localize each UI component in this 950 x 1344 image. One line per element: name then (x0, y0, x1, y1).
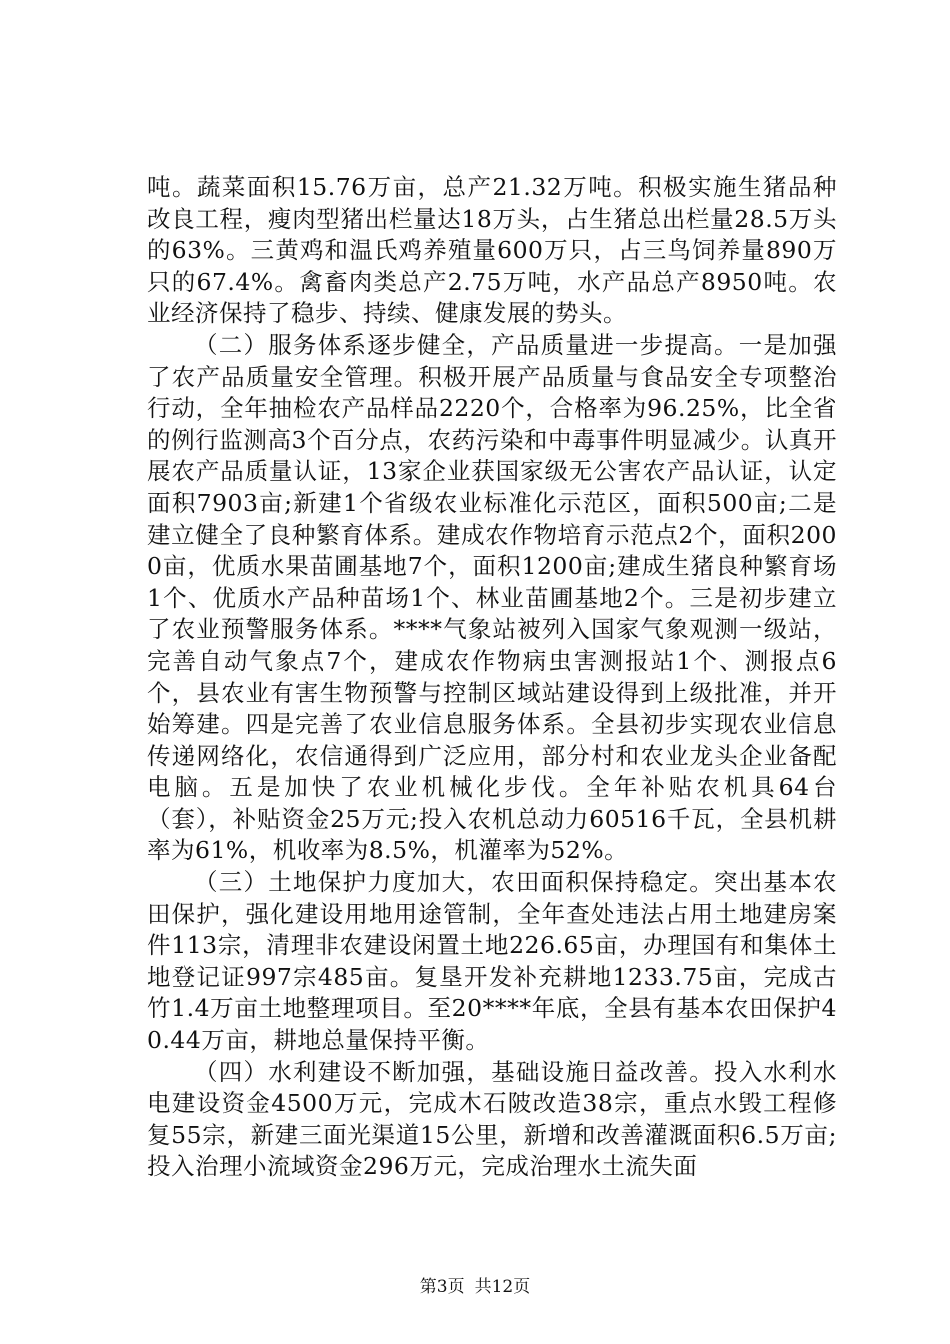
document-body (147, 172, 837, 1183)
paragraph-land-protection: （三）土地保护力度加大，农田面积保持稳定。突出基本农田保护，强化建设用地用途管制，全年查处违法占用土地建房案件113宗，清理非农建设闲置土地226.65亩，办理国有和集体土地登记证997宗485亩。复垦开发补充耕地1233.75亩，完成古竹1.4万亩土地整理项目。至20****年底，全县有基本农田保护40.44万亩，耕地总量保持平衡。 (147, 868, 837, 1055)
page-footer (0, 1276, 950, 1298)
paragraph-water-conservancy: （四）水利建设不断加强，基础设施日益改善。投入水利水电建设资金4500万元，完成木石陂改造38宗，重点水毁工程修复55宗，新建三面光渠道15公里，新增和改善灌溉面积6.5万亩;投入治理小流域资金296万元，完成治理水土流失面 (147, 1057, 837, 1181)
paragraph-livestock-output: 吨。蔬菜面积15.76万亩，总产21.32万吨。积极实施生猪品种改良工程，瘦肉型猪出栏量达18万头，占生猪总出栏量28.5万头的63%。三黄鸡和温氏鸡养殖量600万只，占三鸟饲养量890万只的67.4%。禽畜肉类总产2.75万吨，水产品总产8950吨。农业经济保持了稳步、持续、健康发展的势头。 (147, 173, 837, 328)
paragraph-service-system: （二）服务体系逐步健全，产品质量进一步提高。一是加强了农产品质量安全管理。积极开展产品质量与食品安全专项整治行动，全年抽检农产品样品2220个，合格率为96.25%，比全省的例行监测高3个百分点，农药污染和中毒事件明显减少。认真开展农产品质量认证，13家企业获国家级无公害农产品认证，认定面积7903亩;新建1个省级农业标准化示范区，面积500亩;二是建立健全了良种繁育体系。建成农作物培育示范点2个，面积2000亩，优质水果苗圃基地7个，面积1200亩;建成生猪良种繁育场1个、优质水产品种苗场1个、林业苗圃基地2个。三是初步建立了农业预警服务体系。****气象站被列入国家气象观测一级站，完善自动气象点7个，建成农作物病虫害测报站1个、测报点6个，县农业有害生物预警与控制区域站建设得到上级批准，并开始筹建。四是完善了农业信息服务体系。全县初步实现农业信息传递网络化，农信通得到广泛应用，部分村和农业龙头企业备配电脑。五是加快了农业机械化步伐。全年补贴农机具64台（套），补贴资金25万元;投入农机总动力60516千瓦，全县机耕率为61%，机收率为8.5%，机灌率为52%。 (147, 330, 837, 865)
page-total: 共12页 (474, 1277, 531, 1297)
page-number: 第3页 (419, 1277, 465, 1297)
